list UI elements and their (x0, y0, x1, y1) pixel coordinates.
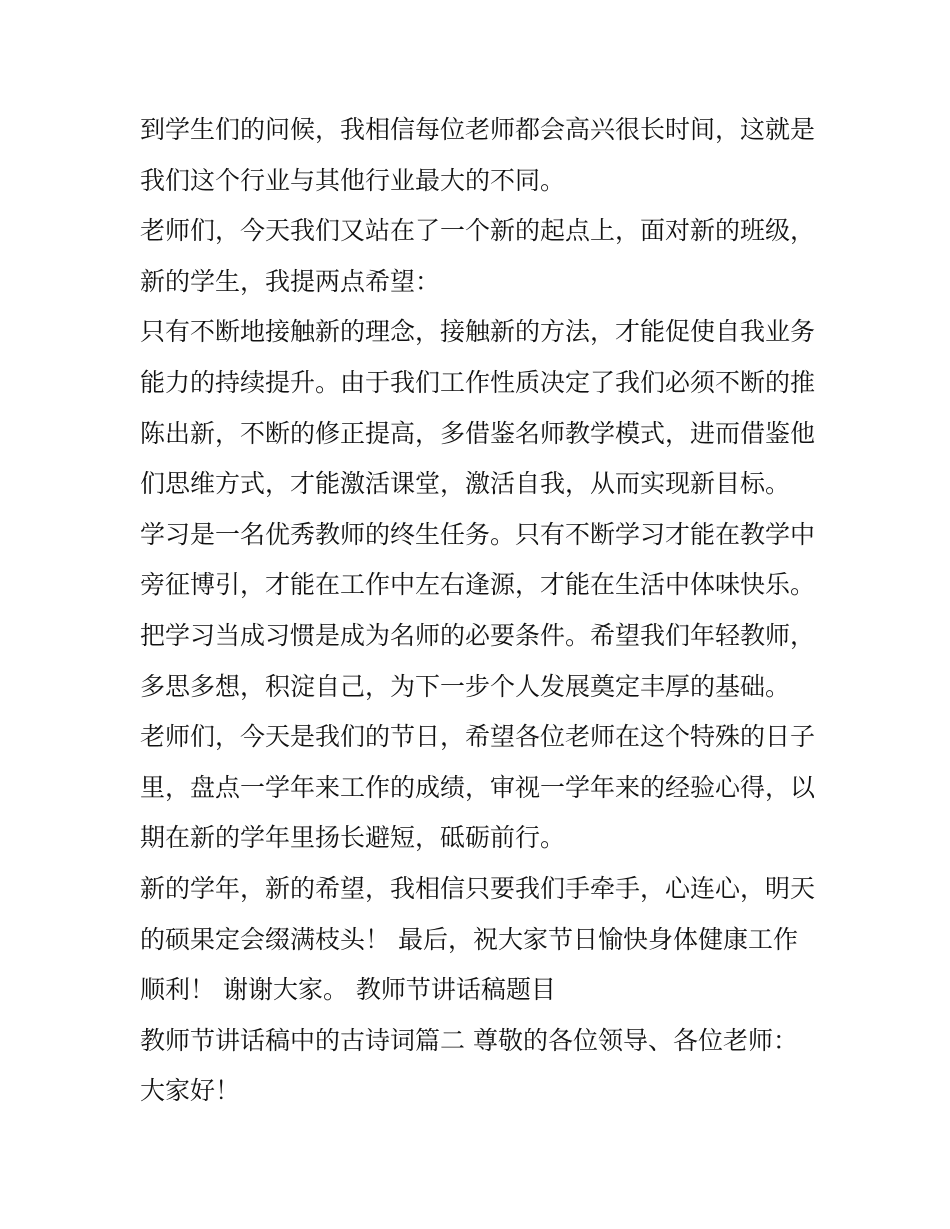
text-line: 只有不断地接触新的理念，接触新的方法，才能促使自我业务 (140, 317, 816, 347)
text-line: 旁征博引，才能在工作中左右逢源，才能在生活中体味快乐。 (140, 570, 816, 600)
text-line: 学习是一名优秀教师的终生任务。只有不断学习才能在教学中 (140, 519, 816, 549)
text-line: 顺利！ 谢谢大家。 教师节讲话稿题目 (140, 975, 556, 1005)
text-line: 把学习当成习惯是成为名师的必要条件。希望我们年轻教师， (140, 620, 816, 650)
text-line: 大家好！ (140, 1076, 241, 1106)
document-body (140, 105, 820, 1117)
text-line: 到学生们的问候，我相信每位老师都会高兴很长时间，这就是 (140, 115, 816, 144)
text-line: 里，盘点一学年来工作的成绩，审视一学年来的经验心得，以 (140, 772, 816, 802)
text-line: 老师们，今天我们又站在了一个新的起点上，面对新的班级， (140, 216, 816, 246)
text-line: 我们这个行业与其他行业最大的不同。 (140, 165, 566, 195)
text-line: 们思维方式，才能激活课堂，激活自我，从而实现新目标。 (140, 469, 791, 499)
text-line: 新的学年，新的希望，我相信只要我们手牵手，心连心，明天 (140, 873, 816, 903)
text-line: 陈出新，不断的修正提高，多借鉴名师教学模式，进而借鉴他 (140, 418, 816, 448)
text-line: 能力的持续提升。由于我们工作性质决定了我们必须不断的推 (140, 367, 816, 397)
text-line: 期在新的学年里扬长避短，砥砺前行。 (140, 823, 566, 853)
text-line: 老师们，今天是我们的节日，希望各位老师在这个特殊的日子 (140, 722, 816, 752)
text-line: 多思多想，积淀自己，为下一步个人发展奠定丰厚的基础。 (140, 671, 791, 701)
text-line: 新的学生，我提两点希望： (140, 266, 441, 296)
text-line: 教师节讲话稿中的古诗词篇二 尊敬的各位领导、各位老师： (140, 1025, 798, 1055)
text-line: 的硕果定会缀满枝头！ 最后，祝大家节日愉快身体健康工作 (140, 924, 798, 954)
